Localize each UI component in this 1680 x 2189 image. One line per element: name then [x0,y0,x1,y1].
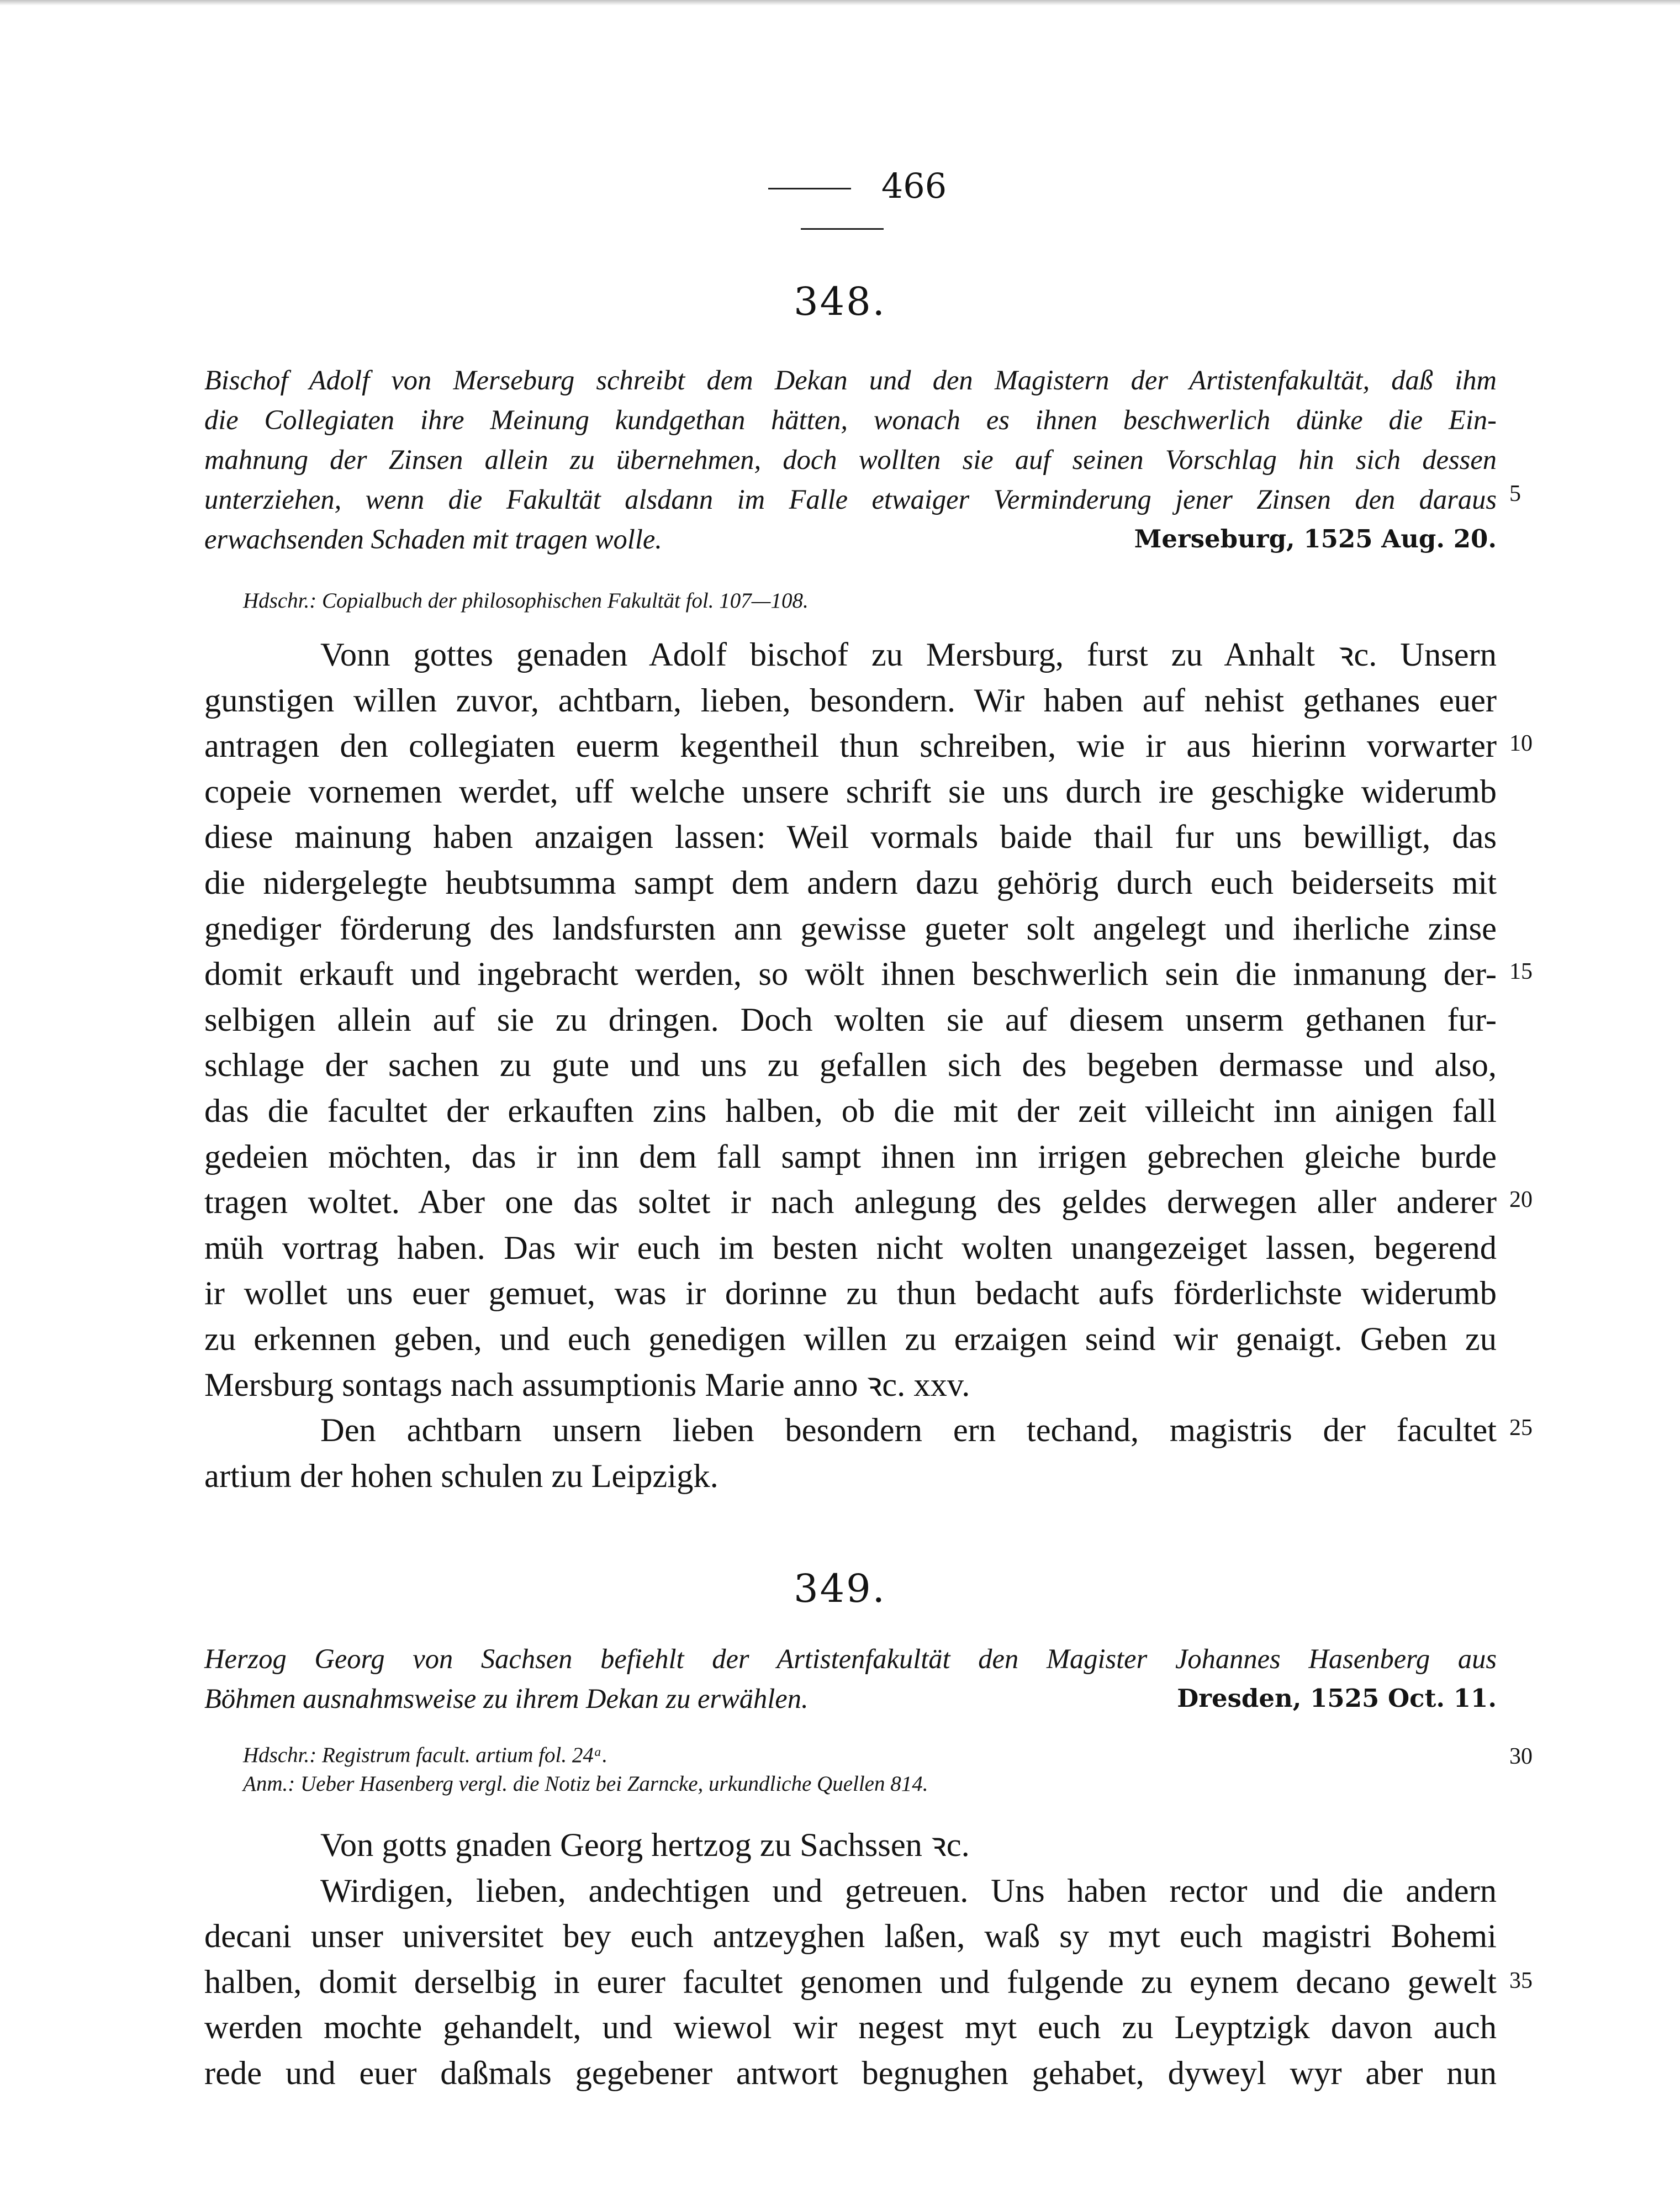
text-line: antragen den collegiaten euerm kegentheil thun schreiben, wie ir aus hierinn vorwarter [204,727,1497,765]
regest-line: Herzog Georg von Sachsen befiehlt der Artistenfakultät den Magister Johannes Hasenberg aus [204,1643,1497,1674]
source-note-349 [243,1741,928,1798]
text-line: copeie vornemen werdet, uff welche unsere schrift sie uns durch ire geschigke widerumb [204,773,1497,810]
annotation-line: Anm.: Ueber Hasenberg vergl. die Notiz bei Zarncke, urkundliche Quellen 814. [243,1772,928,1796]
scan-edge [0,0,1680,6]
source-note-348 [243,587,809,615]
document-text-348 [204,632,1497,1499]
regest-line: mahnung der Zinsen allein zu übernehmen, doch wollten sie auf seinen Vorschlag hin sich dessen [204,444,1497,475]
page-header [696,166,989,246]
line-number: 10 [1509,731,1533,756]
text-line: die nidergelegte heubtsumma sampt dem andern dazu gehörig durch euch beiderseits mit [204,864,1497,901]
text-line: Den achtbarn unsern lieben besondern ern techand, magistris der facultet [320,1412,1497,1449]
regest-line [204,1679,1497,1718]
page-number: 466 [881,166,947,206]
source-line: Hdschr.: Copialbuch der philosophischen Fakultät fol. 107—108. [243,589,809,613]
regest-line-text: Böhmen ausnahmsweise zu ihrem Dekan zu erwählen. [204,1683,809,1714]
line-number: 5 [1509,481,1521,507]
text-line: müh vortrag haben. Das wir euch im besten nicht wolten unangezeiget lassen, begerend [204,1229,1497,1267]
line-number: 25 [1509,1415,1533,1441]
regest-line: die Collegiaten ihre Meinung kundgethan hätten, wonach es ihnen beschwerlich dünke die Ein- [204,404,1497,435]
text-line: gedeien möchten, das ir inn dem fall sampt ihnen inn irrigen gebrechen gleiche burde [204,1138,1497,1175]
text-line: werden mochte gehandelt, und wiewol wir negest myt euch zu Leyptzigk davon auch [204,2009,1497,2046]
text-line: artium der hohen schulen zu Leipzigk. [204,1457,719,1495]
regest-line: Bischof Adolf von Merseburg schreibt dem Dekan und den Magistern der Artistenfakultät, daß ihm [204,365,1497,395]
text-line: schlage der sachen zu gute und uns zu gefallen sich des begeben dermasse und also, [204,1047,1497,1084]
text-line: tragen woltet. Aber one das soltet ir nach anlegung des geldes derwegen aller anderer [204,1184,1497,1221]
text-line: gnediger förderung des landsfursten ann gewisse gueter solt angelegt und iherliche zinse [204,910,1497,947]
text-line: diese mainung haben anzaigen lassen: Weil vormals baide thail fur uns bewilligt, das [204,819,1497,856]
text-line: gunstigen willen zuvor, achtbarn, lieben, besondern. Wir haben auf nehist gethanes euer [204,682,1497,719]
document-date: Merseburg, 1525 Aug. 20. [1134,524,1497,553]
text-line: zu erkennen geben, und euch genedigen willen zu erzaigen seind wir genaigt. Geben zu [204,1320,1497,1358]
text-line: ir wollet uns euer gemuet, was ir dorinne zu thun bedacht aufs förderlichste widerumb [204,1275,1497,1312]
text-line: Wirdigen, lieben, andechtigen und getreuen. Uns haben rector und die andern [320,1872,1497,1910]
text-line: selbigen allein auf sie zu dringen. Doch wolten sie auf diesem unserm gethanen fur- [204,1001,1497,1038]
regest-line-text: erwachsenden Schaden mit tragen wolle. [204,524,662,555]
regest-line [204,519,1497,559]
text-line: das die facultet der erkauften zins halben, ob die mit der zeit villeicht inn ainigen fall [204,1092,1497,1130]
regest-349 [204,1639,1497,1718]
regest-line: unterziehen, wenn die Fakultät alsdann im Falle etwaiger Verminderung jener Zinsen den daraus [204,484,1497,515]
line-number: 20 [1509,1187,1533,1212]
document-number: 348. [794,279,886,324]
text-line: Von gotts gnaden Georg hertzog zu Sachssen ꝛc. [320,1827,970,1864]
text-line: halben, domit derselbig in eurer facultet genomen und fulgende zu eynem decano gewelt [204,1963,1497,2001]
text-line: decani unser universitet bey euch antzeyghen laßen, waß sy myt euch magistri Bohemi [204,1918,1497,1955]
document-number: 349. [794,1566,886,1611]
text-line: Vonn gottes genaden Adolf bischof zu Mersburg, furst zu Anhalt ꝛc. Unsern [320,636,1497,673]
header-rule-right [801,228,884,230]
text-line: Mersburg sontags nach assumptionis Marie anno ꝛc. xxv. [204,1366,970,1404]
regest-348 [204,360,1497,559]
source-line: Hdschr.: Registrum facult. artium fol. 24ᵃ. [243,1743,608,1767]
header-rule-left [768,188,851,189]
document-text-349 [204,1823,1497,2097]
line-number: 15 [1509,959,1533,984]
line-number: 30 [1509,1744,1533,1769]
document-date: Dresden, 1525 Oct. 11. [1177,1684,1497,1713]
line-number: 35 [1509,1968,1533,1993]
text-line: domit erkauft und ingebracht werden, so wölt ihnen beschwerlich sein die inmanung der- [204,956,1497,993]
text-line: rede und euer daßmals gegebener antwort begnughen gehabet, dyweyl wyr aber nun [204,2054,1497,2092]
